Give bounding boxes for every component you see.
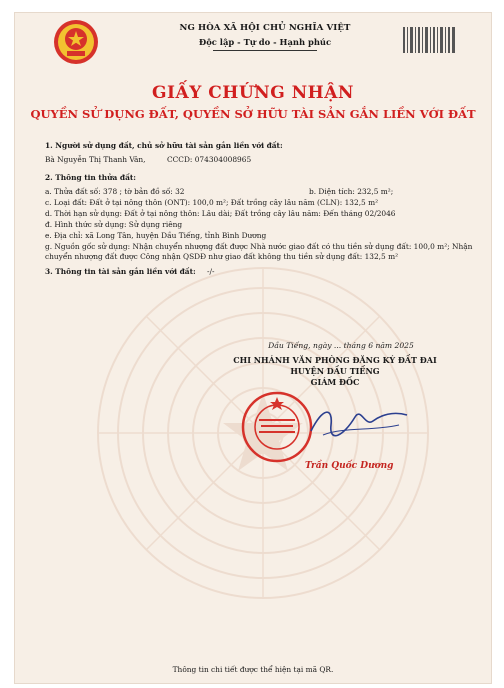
barcode-icon bbox=[401, 25, 459, 55]
usage-origin-line2: chuyển nhượng đất được Công nhận QSDĐ như giao đất không thu tiền sử dụng đất: 132,5 m² bbox=[45, 252, 399, 261]
usage-term: d. Thời hạn sử dụng: Đất ở tại nông thôn: Lâu dài; Đất trồng cây lâu năm: Đến tháng 02/2046 bbox=[45, 209, 396, 218]
office-line2: HUYỆN DẦU TIẾNG bbox=[290, 366, 380, 376]
section3-heading: 3. Thông tin tài sản gắn liền với đất: bbox=[45, 267, 196, 276]
signing-date: Dầu Tiếng, ngày ... tháng 6 năm 2025 bbox=[268, 341, 414, 350]
usage-form: đ. Hình thức sử dụng: Sử dụng riêng bbox=[45, 220, 183, 229]
certificate-page bbox=[14, 12, 492, 684]
section2-heading: 2. Thông tin thửa đất: bbox=[45, 173, 136, 182]
qr-footer-note: Thông tin chi tiết được thể hiện tại mã QR. bbox=[172, 665, 334, 674]
parcel-area: b. Diện tích: 232,5 m²; bbox=[309, 187, 394, 196]
national-emblem-icon bbox=[53, 19, 99, 65]
header-divider bbox=[213, 50, 317, 51]
usage-origin-line1: g. Nguồn gốc sử dụng: Nhận chuyển nhượng đất được Nhà nước giao đất có thu tiền sử dụng đất: 100,0 m²; Nhận bbox=[45, 242, 473, 251]
signature-icon bbox=[303, 397, 413, 447]
office-line3: GIÁM ĐỐC bbox=[310, 377, 360, 387]
issuing-office bbox=[215, 355, 455, 388]
parcel-address: e. Địa chỉ: xã Long Tân, huyện Dầu Tiếng, tỉnh Bình Dương bbox=[45, 231, 267, 240]
section1-heading: 1. Người sử dụng đất, chủ sở hữu tài sản gắn liền với đất: bbox=[45, 141, 283, 150]
signer-name: Trần Quốc Dương bbox=[305, 461, 394, 471]
office-line1: CHI NHÁNH VĂN PHÒNG ĐĂNG KÝ ĐẤT ĐAI bbox=[233, 355, 437, 365]
certificate-subtitle: QUYỀN SỬ DỤNG ĐẤT, QUYỀN SỞ HỮU TÀI SẢN GẮN LIỀN VỚI ĐẤT bbox=[30, 107, 476, 121]
national-motto: NG HÒA XÃ HỘI CHỦ NGHĨA VIỆT bbox=[179, 23, 351, 33]
land-type: c. Loại đất: Đất ở tại nông thôn (ONT): 100,0 m²; Đất trồng cây lâu năm (CLN): 132,5 m² bbox=[45, 198, 379, 207]
owner-name: Bà Nguyễn Thị Thanh Vân, bbox=[45, 155, 146, 164]
owner-id: CCCD: 074304008965 bbox=[167, 155, 252, 164]
national-slogan: Độc lập - Tự do - Hạnh phúc bbox=[198, 37, 332, 47]
section3-value: -/- bbox=[207, 267, 215, 276]
certificate-title: GIẤY CHỨNG NHẬN bbox=[152, 83, 354, 103]
parcel-number: a. Thửa đất số: 378 ; tờ bản đồ số: 32 bbox=[45, 187, 185, 196]
